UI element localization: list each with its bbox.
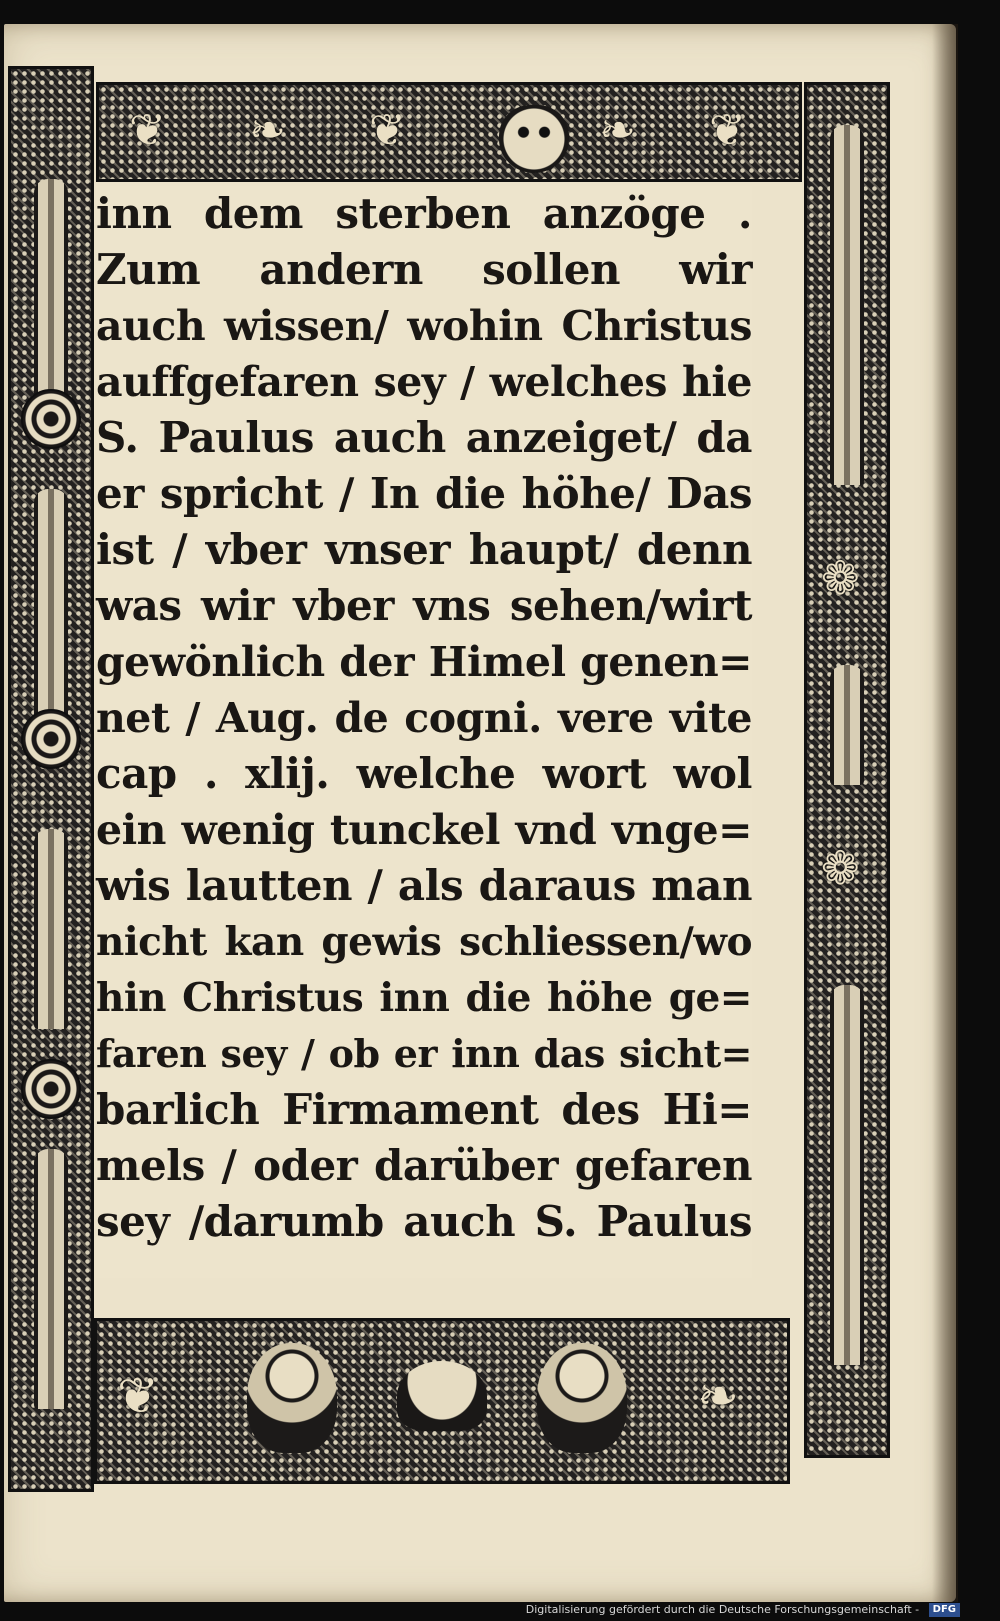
cherub-right-icon <box>537 1343 627 1453</box>
acanthus-leaf-icon: ❧ <box>599 105 636 156</box>
right-column-ornament <box>830 985 864 1365</box>
scroll-ornament-icon: ❦ <box>117 1367 159 1425</box>
left-column-ornament <box>34 829 68 1029</box>
cherub-left-icon <box>247 1343 337 1453</box>
top-ornament-border <box>96 82 802 182</box>
text-line: hin Christus inn die höhe ge= <box>96 975 752 1021</box>
text-line: wis lautten / als daraus man <box>96 861 752 910</box>
right-ornament-border <box>804 82 890 1458</box>
text-line: ist / vber vnser haupt/ denn <box>96 525 752 574</box>
acanthus-leaf-icon: ❦ <box>129 105 166 156</box>
bottom-ornament-border <box>94 1318 790 1484</box>
text-line: gewönlich der Himel genen= <box>96 638 752 686</box>
right-column-ornament <box>830 665 864 785</box>
left-column-ornament <box>34 489 68 739</box>
text-block <box>96 186 752 1278</box>
text-line: mels / oder darüber gefaren <box>96 1141 752 1190</box>
acanthus-leaf-icon: ❦ <box>709 105 746 156</box>
text-line: sey /darumb auch S. Paulus <box>96 1197 752 1246</box>
rosette-ornament-icon <box>21 389 81 449</box>
rosette-ornament-icon <box>21 1059 81 1119</box>
grape-cluster-icon: ❁ <box>821 841 860 895</box>
digitization-credit <box>526 1601 960 1619</box>
acanthus-leaf-icon: ❦ <box>369 105 406 156</box>
rosette-ornament-icon <box>21 709 81 769</box>
text-line: was wir vber vns sehen/wirt <box>96 581 752 630</box>
text-line: S. Paulus auch anzeiget/ da <box>96 413 752 462</box>
credit-text: Digitalisierung gefördert durch die Deutsche Forschungsgemeinschaft - <box>525 1603 920 1616</box>
text-line: net / Aug. de cogni. vere vite <box>96 694 752 742</box>
left-column-ornament <box>34 1149 68 1409</box>
text-line: barlich Firmament des Hi= <box>96 1085 752 1134</box>
dfg-logo-icon: DFG <box>929 1603 960 1617</box>
text-line: auch wissen/ wohin Christus <box>96 302 752 350</box>
grotesque-mask-icon <box>499 105 569 173</box>
text-line: auffgefaren sey / welches hie <box>96 358 752 406</box>
left-column-ornament <box>34 179 68 399</box>
text-line: inn dem sterben anzöge . <box>96 189 752 238</box>
right-column-ornament <box>830 125 864 485</box>
text-line: er spricht / In die höhe/ Das <box>96 469 752 518</box>
text-line: faren sey / ob er inn das sicht= <box>96 1031 752 1076</box>
grape-cluster-icon: ❁ <box>821 551 860 605</box>
text-line: ein wenig tunckel vnd vnge= <box>96 806 752 854</box>
left-ornament-border <box>8 66 94 1492</box>
scroll-ornament-icon: ❧ <box>697 1367 739 1425</box>
acanthus-leaf-icon: ❧ <box>249 105 286 156</box>
vase-ornament-icon <box>397 1361 487 1431</box>
text-line: cap . xlij. welche wort wol <box>96 749 752 798</box>
page-edge-shadow <box>932 24 958 1602</box>
text-line: nicht kan gewis schliessen/wo <box>96 919 752 965</box>
text-line: Zum andern sollen wir <box>96 245 752 294</box>
